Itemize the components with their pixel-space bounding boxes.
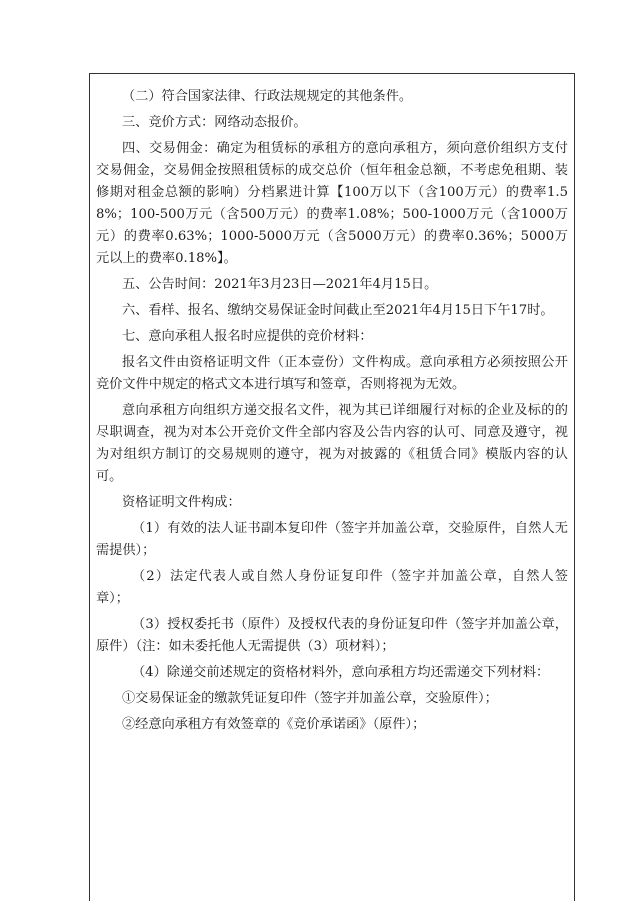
list-item-deposit-receipt: ①交易保证金的缴款凭证复印件（签字并加盖公章，交验原件）； [122, 691, 498, 706]
paragraph-qualification-heading: 资格证明文件构成： [122, 495, 241, 510]
list-item-id-copy: （2）法定代表人或自然人身份证复印件（签字并加盖公章，自然人签章）； [96, 569, 568, 606]
paragraph-transaction-commission: 四、交易佣金：确定为租赁标的承租方的意向承租方，须向意价组织方支付交易佣金，交易佣金按照租赁标的成交总价（恒年租金总额，不考虑免租期、装修期对租金总额的影响）分档累进计算【100万以下（含100万元）的费率1.58%；100-500万元（含500万元）的费率1.08%；500-1000万元（含1000万元）的费率0.63%；1000-5000万元（含5000万元）的费率0.36%；5000万元以上的费率0.18%】。 [96, 141, 568, 266]
paragraph-materials-heading: 七、意向承租人报名时应提供的竞价材料： [122, 329, 373, 344]
paragraph-bidding-method: 三、竞价方式：网络动态报价。 [122, 115, 307, 130]
paragraph-registration-deadline: 六、看样、报名、缴纳交易保证金时间截止至2021年4月15日下午17时。 [122, 303, 554, 318]
list-item-bid-commitment-letter: ②经意向承租方有效签章的《竞价承诺函》（原件）； [122, 717, 426, 732]
paragraph-registration-documents: 报名文件由资格证明文件（正本壹份）文件构成。意向承租方必须按照公开竞价文件中规定的格式文本进行填写和签章，否则将视为无效。 [96, 355, 568, 392]
document-body [96, 86, 568, 740]
paragraph-condition-2: （二）符合国家法律、行政法规规定的其他条件。 [122, 89, 413, 104]
list-item-power-of-attorney: （3）授权委托书（原件）及授权代表的身份证复印件（签字并加盖公章，原件）（注：如未委托他人无需提供（3）项材料）； [96, 617, 568, 654]
list-item-legal-certificate: （1）有效的法人证书副本复印件（签字并加盖公章，交验原件，自然人无需提供）； [96, 521, 568, 558]
paragraph-submission-acknowledgement: 意向承租方向组织方递交报名文件，视为其已详细履行对标的企业及标的的尽职调查，视为对本公开竞价文件全部内容及公告内容的认可、同意及遵守，视为对组织方制订的交易规则的遵守，视为对披露的《租赁合同》模版内容的认可。 [96, 403, 568, 484]
paragraph-announcement-period: 五、公告时间：2021年3月23日—2021年4月15日。 [122, 277, 438, 292]
list-item-additional-materials: （4）除递交前述规定的资格材料外，意向承租方均还需递交下列材料： [132, 665, 550, 680]
